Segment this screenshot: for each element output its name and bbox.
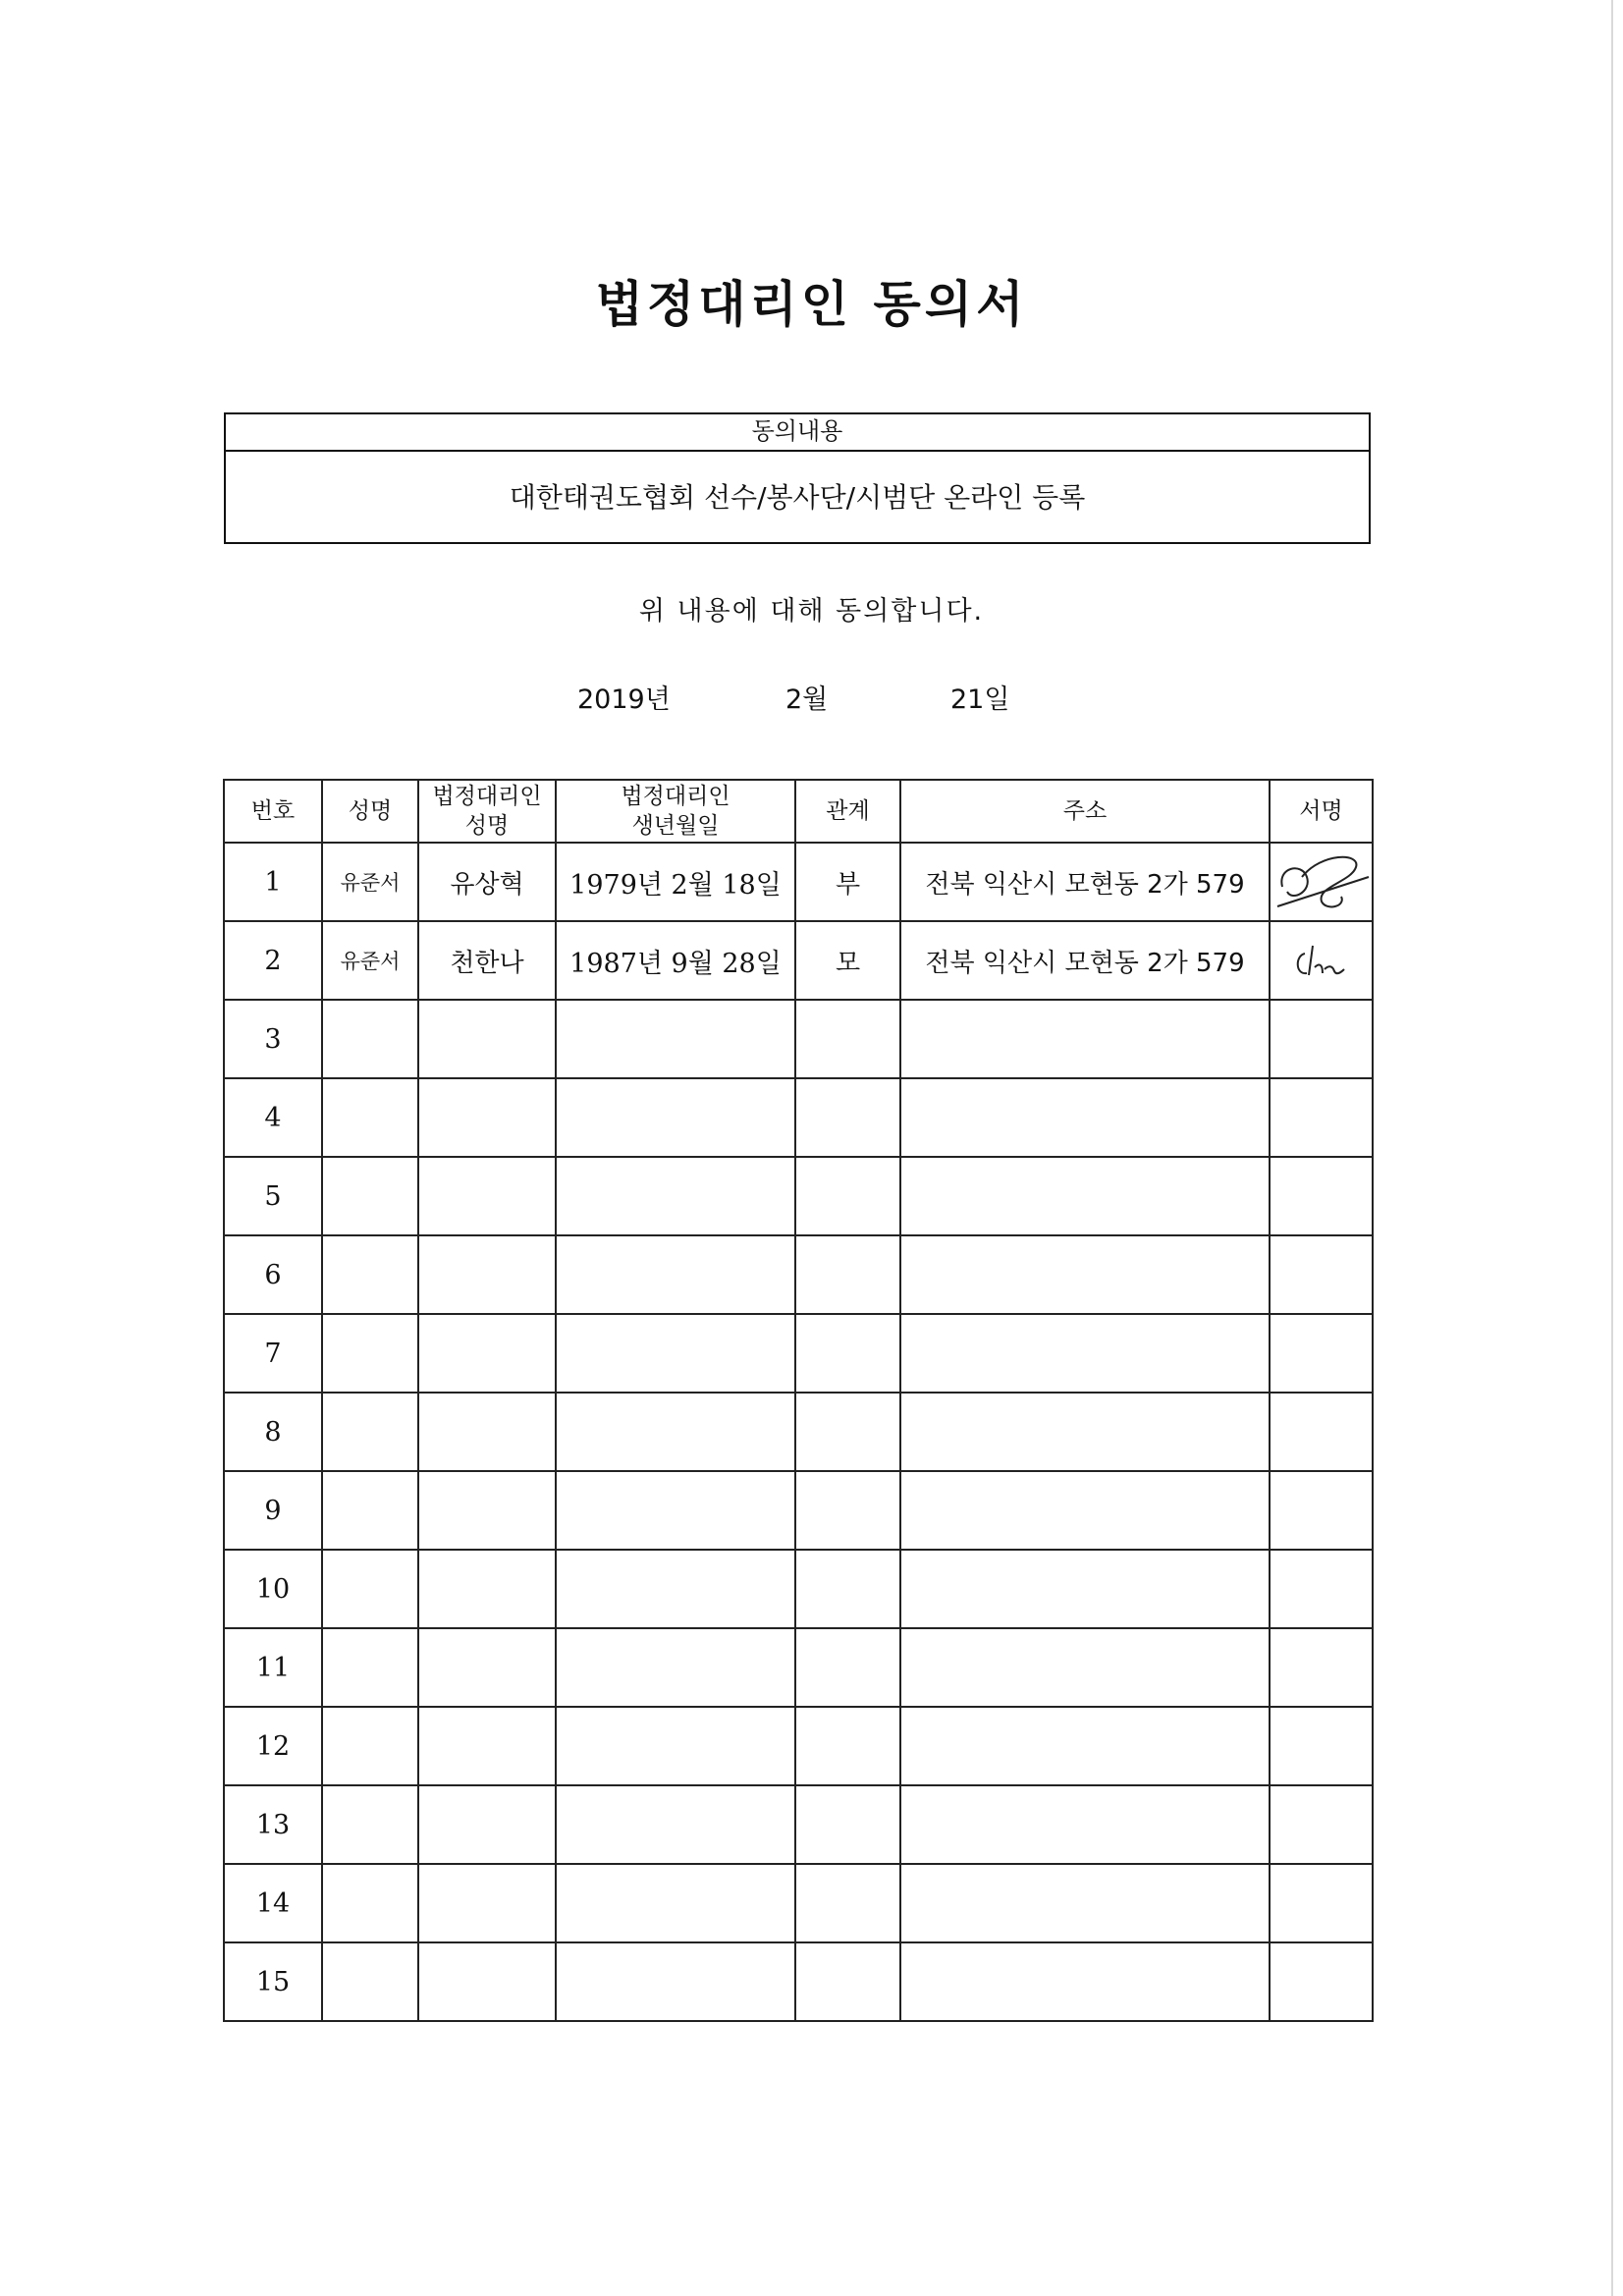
table-row [224, 1471, 1373, 1550]
cell-name [322, 1235, 418, 1314]
table-row [224, 1942, 1373, 2021]
cell-address [900, 1628, 1270, 1707]
cell-signature [1270, 1157, 1373, 1235]
signature-scribble-2 [1287, 936, 1356, 985]
cell-signature [1270, 1314, 1373, 1393]
cell-address [900, 1471, 1270, 1550]
header-relation: 관계 [795, 780, 900, 843]
cell-signature [1270, 1471, 1373, 1550]
cell-signature [1270, 1942, 1373, 2021]
table-row [224, 1000, 1373, 1078]
cell-number: 15 [224, 1942, 322, 2021]
cell-guardian-name [418, 1550, 556, 1628]
cell-signature [1270, 1785, 1373, 1864]
date-year: 2019년 [577, 684, 671, 715]
cell-address [900, 1864, 1270, 1942]
cell-relation [795, 1864, 900, 1942]
cell-address [900, 1942, 1270, 2021]
cell-guardian-birth [556, 1471, 795, 1550]
cell-address: 전북 익산시 모현동 2가 579 [900, 843, 1270, 921]
cell-signature [1270, 1235, 1373, 1314]
table-row [224, 1628, 1373, 1707]
cell-number: 4 [224, 1078, 322, 1157]
cell-number: 9 [224, 1471, 322, 1550]
cell-relation [795, 1000, 900, 1078]
cell-relation [795, 1942, 900, 2021]
cell-address [900, 1078, 1270, 1157]
table-row [224, 921, 1373, 1000]
cell-signature [1270, 1628, 1373, 1707]
cell-number: 10 [224, 1550, 322, 1628]
cell-address [900, 1785, 1270, 1864]
cell-guardian-name [418, 1157, 556, 1235]
cell-address [900, 1157, 1270, 1235]
cell-address [900, 1235, 1270, 1314]
table-row [224, 843, 1373, 921]
cell-guardian-birth [556, 1864, 795, 1942]
cell-guardian-birth [556, 1393, 795, 1471]
cell-number: 2 [224, 921, 322, 1000]
header-guardian-birth-line1: 법정대리인 [621, 784, 730, 809]
cell-guardian-birth [556, 1078, 795, 1157]
cell-guardian-name [418, 1314, 556, 1393]
cell-guardian-birth [556, 1157, 795, 1235]
cell-address [900, 1314, 1270, 1393]
cell-guardian-name: 유상혁 [418, 843, 556, 921]
cell-guardian-name [418, 1471, 556, 1550]
cell-relation [795, 1550, 900, 1628]
cell-guardian-birth [556, 1628, 795, 1707]
cell-guardian-name [418, 1785, 556, 1864]
cell-guardian-birth [556, 1235, 795, 1314]
cell-name [322, 1550, 418, 1628]
table-header-row [224, 780, 1373, 843]
cell-guardian-name [418, 1628, 556, 1707]
consent-box [224, 412, 1371, 544]
cell-guardian-birth [556, 1785, 795, 1864]
table-row [224, 1550, 1373, 1628]
cell-number: 12 [224, 1707, 322, 1785]
cell-relation [795, 1628, 900, 1707]
cell-guardian-birth [556, 1000, 795, 1078]
cell-guardian-birth [556, 1550, 795, 1628]
header-guardian-birth [556, 780, 795, 843]
header-name: 성명 [322, 780, 418, 843]
cell-name [322, 1157, 418, 1235]
cell-name [322, 1785, 418, 1864]
cell-guardian-birth [556, 1942, 795, 2021]
document-title: 법정대리인 동의서 [595, 276, 1028, 333]
cell-guardian-birth [556, 1314, 795, 1393]
cell-number: 8 [224, 1393, 322, 1471]
cell-relation [795, 1078, 900, 1157]
cell-relation [795, 1314, 900, 1393]
cell-signature [1270, 1864, 1373, 1942]
cell-address: 전북 익산시 모현동 2가 579 [900, 921, 1270, 1000]
header-guardian-name-line1: 법정대리인 [432, 784, 542, 809]
table-row [224, 1864, 1373, 1942]
cell-relation [795, 1785, 900, 1864]
cell-guardian-name [418, 1864, 556, 1942]
cell-name [322, 1942, 418, 2021]
cell-signature [1270, 1000, 1373, 1078]
agreement-statement: 위 내용에 대해 동의합니다. [638, 596, 985, 627]
cell-name: 유준서 [322, 843, 418, 921]
cell-number: 1 [224, 843, 322, 921]
cell-guardian-birth [556, 1707, 795, 1785]
header-guardian-birth-line2: 생년월일 [631, 813, 720, 839]
cell-name [322, 1000, 418, 1078]
table-row [224, 1707, 1373, 1785]
cell-guardian-name: 천한나 [418, 921, 556, 1000]
cell-guardian-name [418, 1235, 556, 1314]
cell-address [900, 1550, 1270, 1628]
cell-relation [795, 1707, 900, 1785]
signature-scribble-1 [1272, 847, 1371, 916]
table-row [224, 1393, 1373, 1471]
cell-name [322, 1471, 418, 1550]
cell-guardian-name [418, 1707, 556, 1785]
cell-address [900, 1000, 1270, 1078]
table-row [224, 1235, 1373, 1314]
cell-signature [1270, 1393, 1373, 1471]
cell-relation: 모 [795, 921, 900, 1000]
cell-number: 3 [224, 1000, 322, 1078]
header-address: 주소 [900, 780, 1270, 843]
cell-address [900, 1707, 1270, 1785]
cell-signature [1270, 1707, 1373, 1785]
cell-relation [795, 1471, 900, 1550]
consent-content: 대한태권도협회 선수/봉사단/시범단 온라인 등록 [509, 481, 1086, 514]
header-no: 번호 [224, 780, 322, 843]
cell-guardian-birth: 1987년 9월 28일 [556, 921, 795, 1000]
cell-number: 6 [224, 1235, 322, 1314]
cell-guardian-name [418, 1078, 556, 1157]
cell-name [322, 1707, 418, 1785]
cell-relation [795, 1157, 900, 1235]
date-month: 2월 [785, 684, 829, 715]
cell-number: 14 [224, 1864, 322, 1942]
cell-address [900, 1393, 1270, 1471]
cell-guardian-name [418, 1393, 556, 1471]
cell-name [322, 1078, 418, 1157]
consent-header: 동의내용 [226, 414, 1369, 452]
header-signature: 서명 [1270, 780, 1373, 843]
page-edge-line [1611, 0, 1613, 2296]
cell-relation [795, 1235, 900, 1314]
header-guardian-name-line2: 성명 [464, 813, 510, 839]
cell-number: 13 [224, 1785, 322, 1864]
cell-relation [795, 1393, 900, 1471]
signature-cell [1270, 843, 1373, 921]
cell-name: 유준서 [322, 921, 418, 1000]
cell-number: 7 [224, 1314, 322, 1393]
cell-guardian-name [418, 1942, 556, 2021]
cell-relation: 부 [795, 843, 900, 921]
table-row [224, 1078, 1373, 1157]
signature-cell [1270, 921, 1373, 1000]
cell-signature [1270, 1078, 1373, 1157]
cell-signature [1270, 1550, 1373, 1628]
table-row [224, 1157, 1373, 1235]
cell-number: 11 [224, 1628, 322, 1707]
cell-name [322, 1314, 418, 1393]
cell-guardian-name [418, 1000, 556, 1078]
table-row [224, 1785, 1373, 1864]
cell-name [322, 1628, 418, 1707]
table-row [224, 1314, 1373, 1393]
cell-name [322, 1864, 418, 1942]
header-guardian-name [418, 780, 556, 843]
date-day: 21일 [950, 684, 1010, 715]
cell-number: 5 [224, 1157, 322, 1235]
guardian-table [223, 779, 1374, 2022]
cell-guardian-birth: 1979년 2월 18일 [556, 843, 795, 921]
cell-name [322, 1393, 418, 1471]
